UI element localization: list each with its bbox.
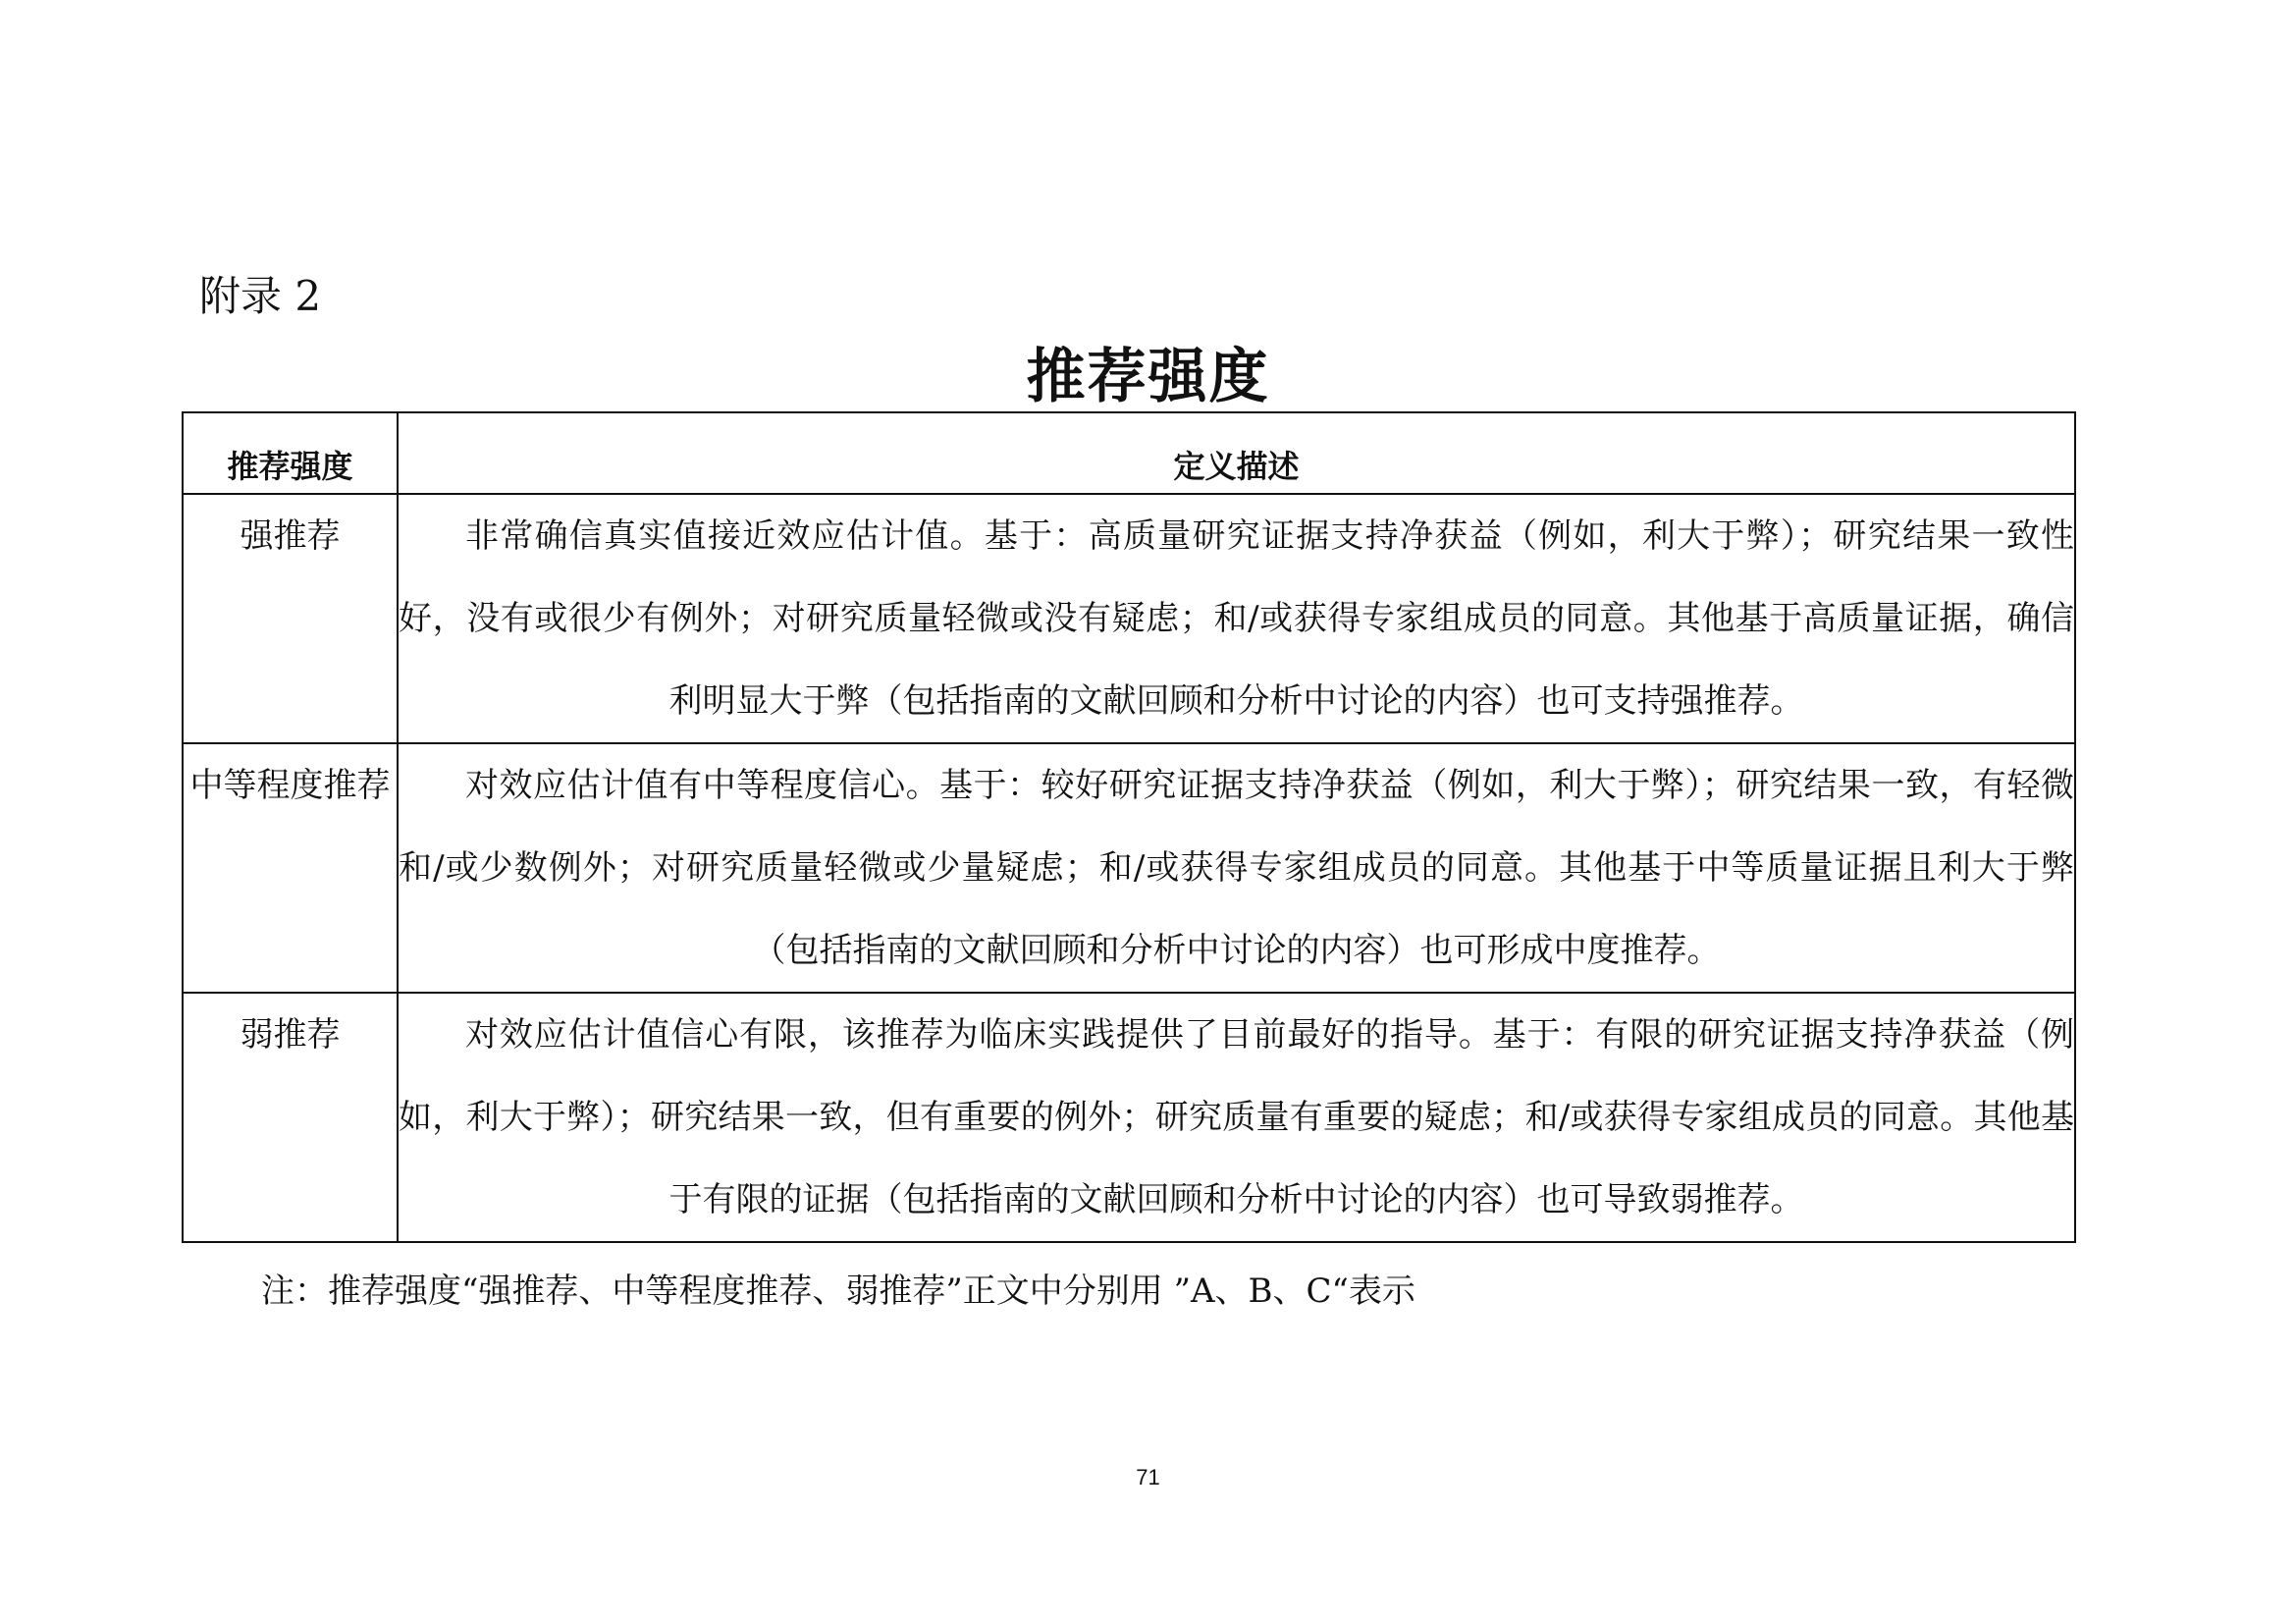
table-row xyxy=(183,993,2075,1242)
strength-level-cell: 弱推荐 xyxy=(183,993,398,1242)
strength-level-cell: 强推荐 xyxy=(183,494,398,743)
definition-cell: 非常确信真实值接近效应估计值。基于：高质量研究证据支持净获益（例如，利大于弊）；研究结果一致性好，没有或很少有例外；对研究质量轻微或没有疑虑；和/或获得专家组成员的同意。其他基于高质量证据，确信利明显大于弊（包括指南的文献回顾和分析中讨论的内容）也可支持强推荐。 xyxy=(398,494,2075,743)
page-number: 71 xyxy=(1136,1465,1160,1489)
definition-cell: 对效应估计值信心有限，该推荐为临床实践提供了目前最好的指导。基于：有限的研究证据支持净获益（例如，利大于弊）；研究结果一致，但有重要的例外；研究质量有重要的疑虑；和/或获得专家组成员的同意。其他基于有限的证据（包括指南的文献回顾和分析中讨论的内容）也可导致弱推荐。 xyxy=(398,993,2075,1242)
appendix-label: 附录 2 xyxy=(199,272,322,320)
recommendation-strength-table xyxy=(182,411,2076,1243)
table-footnote: 注：推荐强度“强推荐、中等程度推荐、弱推荐”正文中分别用 ”A、B、C“表示 xyxy=(261,1272,1415,1311)
header-definition: 定义描述 xyxy=(398,412,2075,494)
table-header-row xyxy=(183,412,2075,494)
table-row xyxy=(183,494,2075,743)
strength-level-cell: 中等程度推荐 xyxy=(183,743,398,993)
page-title: 推荐强度 xyxy=(1026,343,1270,411)
table-row xyxy=(183,743,2075,993)
header-strength: 推荐强度 xyxy=(183,412,398,494)
definition-cell: 对效应估计值有中等程度信心。基于：较好研究证据支持净获益（例如，利大于弊）；研究结果一致，有轻微和/或少数例外；对研究质量轻微或少量疑虑；和/或获得专家组成员的同意。其他基于中等质量证据且利大于弊（包括指南的文献回顾和分析中讨论的内容）也可形成中度推荐。 xyxy=(398,743,2075,993)
